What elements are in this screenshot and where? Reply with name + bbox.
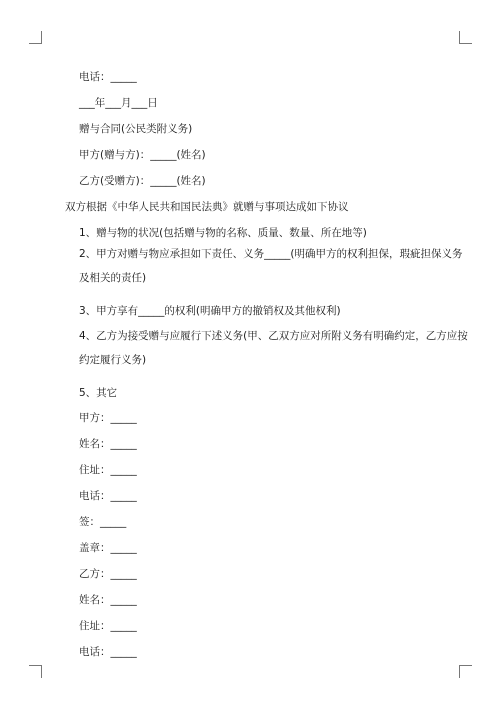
phone-line: 电话：_____ [79, 71, 137, 83]
sign-phone-b: 电话：_____ [79, 646, 137, 658]
clause-2: 2、甲方对赠与物应承担如下责任、义务_____(明确甲方的权利担保，瑕疵担保义务及相关的责任) [79, 248, 463, 284]
party-b-line: 乙方(受赠方)：_____(姓名) [79, 175, 206, 187]
sign-seal: 盖章：_____ [79, 542, 137, 554]
clause-5: 5、其它 [79, 387, 118, 399]
sign-party-a: 甲方：_____ [79, 412, 137, 424]
contract-title: 赠与合同(公民类附义务) [79, 123, 193, 135]
crop-mark-top-left [29, 31, 42, 44]
sign-party-b: 乙方：_____ [79, 568, 137, 580]
party-a-line: 甲方(赠与方)：_____(姓名) [79, 149, 206, 161]
clause-4: 4、乙方为接受赠与应履行下述义务(甲、乙双方应对所附义务有明确约定，乙方应按约定履行义务) [79, 330, 468, 366]
sign-phone-a: 电话：_____ [79, 490, 137, 502]
sign-signature: 签：_____ [79, 516, 127, 528]
crop-mark-top-right [459, 31, 472, 44]
date-line: ___年___月___日 [79, 97, 158, 109]
clause-3: 3、甲方享有_____的权利(明确甲方的撤销权及其他权利) [79, 305, 341, 317]
crop-mark-bottom-left [29, 665, 42, 678]
clause-1: 1、赠与物的状况(包括赠与物的名称、质量、数量、所在地等) [79, 227, 367, 239]
preamble: 双方根据《中华人民共和国民法典》就赠与事项达成如下协议 [65, 201, 349, 213]
sign-address-a: 住址：_____ [79, 464, 137, 476]
sign-address-b: 住址：_____ [79, 620, 137, 632]
crop-mark-bottom-right [459, 665, 472, 678]
sign-name-b: 姓名：_____ [79, 594, 137, 606]
sign-name-a: 姓名：_____ [79, 438, 137, 450]
